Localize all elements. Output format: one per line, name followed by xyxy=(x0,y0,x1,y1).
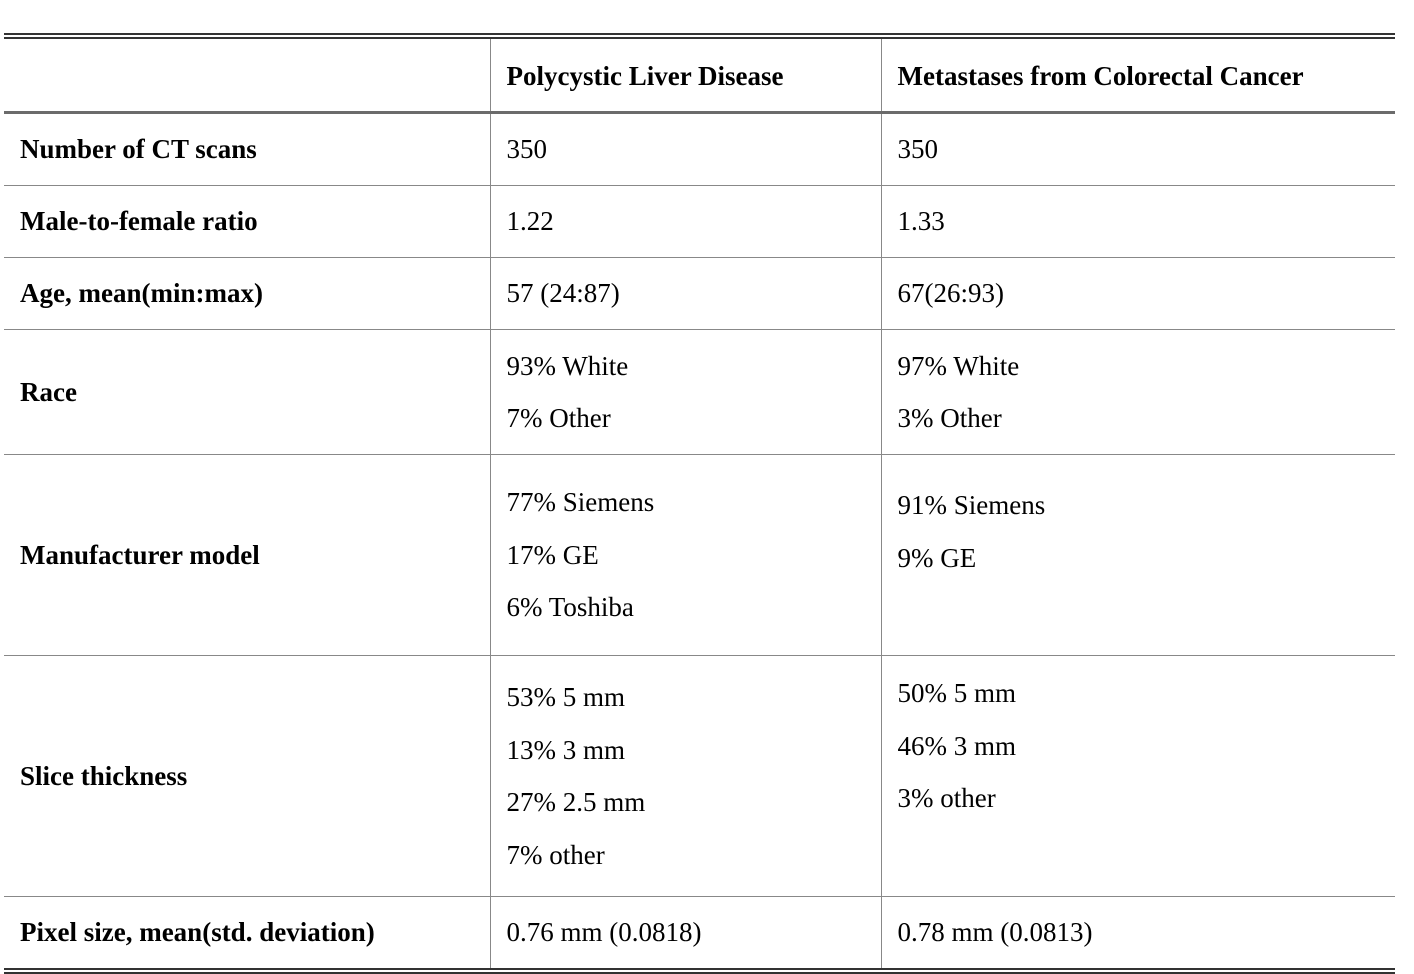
crc-cell xyxy=(881,897,1395,969)
crc-cell xyxy=(881,656,1395,897)
row-label: Pixel size, mean(std. deviation) xyxy=(20,917,375,948)
row-label: Manufacturer model xyxy=(4,455,490,656)
table-row-number-of-ct-scans xyxy=(4,113,1395,186)
pld-cell xyxy=(490,258,881,330)
row-label: Number of CT scans xyxy=(4,113,490,186)
cell-line: 67(26:93) xyxy=(897,278,1004,309)
cell-line: 13% 3 mm xyxy=(506,734,625,765)
table-row-manufacturer-model xyxy=(4,455,1395,656)
cell-line: 0.76 mm (0.0818) xyxy=(506,917,702,948)
header-polycystic-liver-disease: Polycystic Liver Disease xyxy=(490,39,881,113)
crc-cell xyxy=(881,330,1395,455)
cell-line: 9% GE xyxy=(897,542,977,573)
crc-cell xyxy=(881,186,1395,258)
cell-line: 53% 5 mm xyxy=(506,682,625,712)
header-empty-cell xyxy=(4,39,490,113)
row-label: Male-to-female ratio xyxy=(4,186,490,258)
crc-cell xyxy=(881,258,1395,330)
cell-line: 350 xyxy=(897,134,938,165)
pld-cell xyxy=(490,186,881,258)
cell-line: 50% 5 mm xyxy=(897,678,1016,708)
row-label: Slice thickness xyxy=(4,656,490,897)
row-label: Race xyxy=(4,330,490,455)
cell-line: 1.33 xyxy=(897,206,945,237)
table-row-slice-thickness xyxy=(4,656,1395,897)
cell-line: 1.22 xyxy=(506,206,554,237)
cell-line: 27% 2.5 mm xyxy=(506,787,646,817)
pld-cell xyxy=(490,455,881,656)
cell-line: 7% Other xyxy=(506,403,611,433)
table-header-row xyxy=(4,39,1395,113)
dataset-characteristics-table xyxy=(4,33,1395,974)
cell-line: 350 xyxy=(506,134,547,165)
header-metastases-colorectal-cancer: Metastases from Colorectal Cancer xyxy=(881,39,1395,113)
crc-cell xyxy=(881,113,1395,186)
cell-line: 6% Toshiba xyxy=(506,592,634,623)
table-row-age xyxy=(4,258,1395,330)
cell-line: 46% 3 mm xyxy=(897,730,1016,761)
cell-line: 7% other xyxy=(506,839,605,870)
cell-line: 17% GE xyxy=(506,539,599,570)
cell-line: 57 (24:87) xyxy=(506,278,620,309)
table-row-race xyxy=(4,330,1395,455)
pld-cell xyxy=(490,656,881,897)
table-row-pixel-size xyxy=(4,897,1395,969)
table-bottom-rule xyxy=(4,968,1395,974)
pld-cell xyxy=(490,330,881,455)
cell-line: 77% Siemens xyxy=(506,487,655,518)
cell-line: 93% White xyxy=(506,350,629,381)
crc-cell xyxy=(881,455,1395,656)
pld-cell xyxy=(490,113,881,186)
cell-line: 0.78 mm (0.0813) xyxy=(897,917,1093,948)
cell-line: 3% other xyxy=(897,783,996,813)
row-label: Age, mean(min:max) xyxy=(4,258,490,330)
cell-line: 97% White xyxy=(897,350,1020,381)
table-row-male-to-female-ratio xyxy=(4,186,1395,258)
pld-cell xyxy=(490,897,881,969)
cell-line: 3% Other xyxy=(897,403,1002,433)
cell-line: 91% Siemens xyxy=(897,490,1046,520)
